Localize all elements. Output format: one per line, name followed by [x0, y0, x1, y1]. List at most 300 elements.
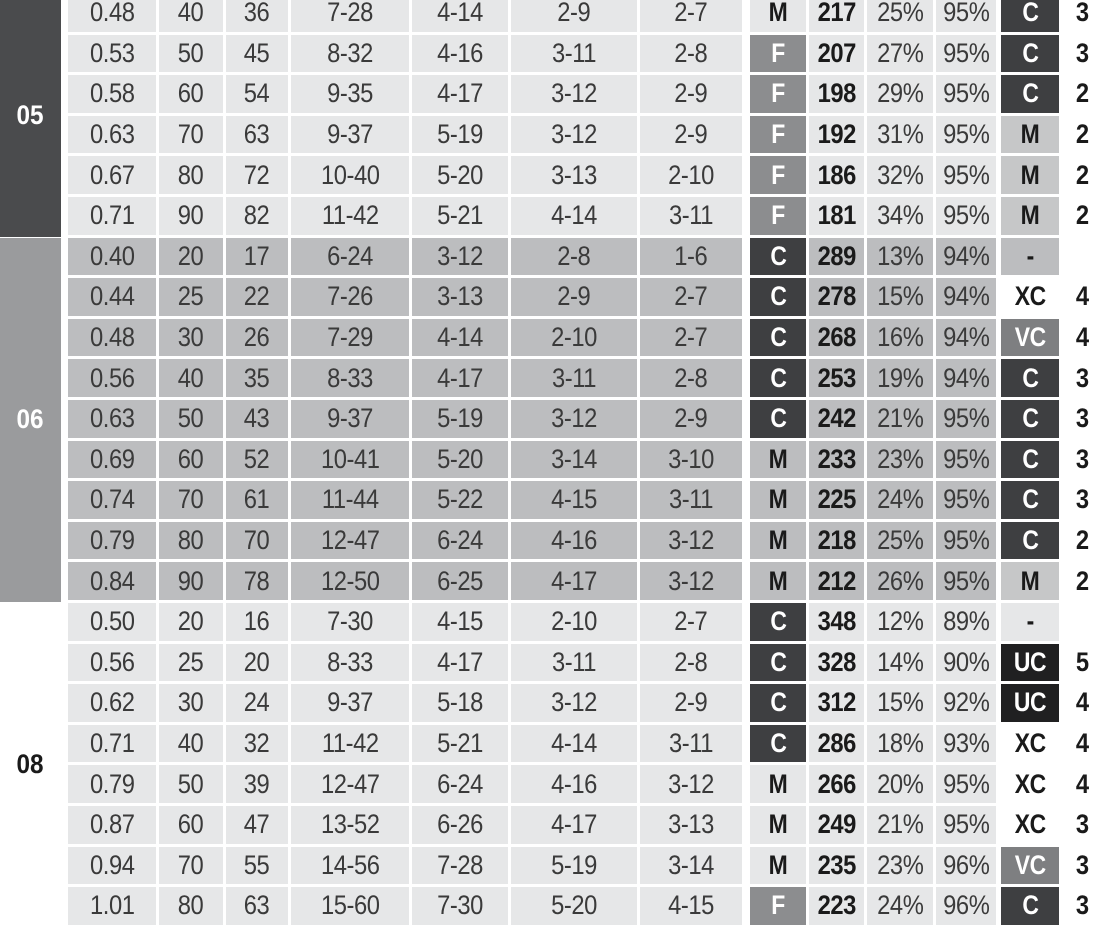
cell-f-text: 0.79: [89, 768, 135, 799]
cell-r3-text: 4-15: [551, 484, 597, 515]
grade-badge: [750, 319, 806, 357]
cell-pct1: [867, 400, 933, 438]
cell-r1-text: 7-29: [327, 322, 373, 353]
cell-r3-text: 3-12: [551, 403, 597, 434]
cell-tail-text: 3: [1075, 849, 1089, 880]
cell-r2-text: 4-14: [437, 0, 483, 28]
cell-p: [159, 806, 223, 844]
cell-r4: [640, 644, 742, 682]
cell-r4: [640, 197, 742, 235]
cell-pct2: [936, 35, 996, 73]
cell-q-text: 39: [244, 768, 270, 799]
cell-val-text: 235: [817, 849, 856, 880]
cell-r2: [412, 644, 508, 682]
cell-val: [809, 197, 864, 235]
cell-tail: [1062, 197, 1102, 235]
grade-badge: [750, 359, 806, 397]
cell-tail: [1062, 278, 1102, 316]
grade-badge: [750, 725, 806, 763]
cell-f: [68, 197, 156, 235]
cell-f: [68, 359, 156, 397]
cell-tail-text: 5: [1075, 646, 1089, 677]
grade-badge-text: M: [768, 0, 788, 28]
cell-r4-text: 2-8: [674, 362, 708, 393]
cell-p-text: 20: [178, 240, 204, 271]
grade-badge: [750, 197, 806, 235]
cell-r2: [412, 765, 508, 803]
cell-p-text: 25: [178, 646, 204, 677]
cell-f-text: 0.87: [89, 809, 135, 840]
cell-r4-text: 2-7: [674, 606, 708, 637]
cell-pct1: [867, 806, 933, 844]
cell-pct2-text: 95%: [942, 525, 990, 556]
cell-r3: [511, 116, 637, 154]
cell-tail: [1062, 684, 1102, 722]
cell-p-text: 60: [178, 809, 204, 840]
cell-r2-text: 3-12: [437, 240, 483, 271]
cell-r4: [640, 35, 742, 73]
grade-badge-text: M: [768, 443, 788, 474]
cell-val: [809, 116, 864, 154]
cell-pct1-text: 25%: [876, 0, 924, 28]
grade-badge-text: M: [768, 849, 788, 880]
grade-badge-text: C: [769, 322, 787, 353]
cell-f: [68, 156, 156, 194]
cell-pct1-text: 24%: [876, 890, 924, 921]
cell-r1-text: 9-37: [327, 687, 373, 718]
cell-pct2-text: 95%: [942, 443, 990, 474]
cell-pct1-text: 18%: [876, 728, 924, 759]
cell-f: [68, 35, 156, 73]
group-label-text: 05: [16, 99, 45, 130]
cell-r3-text: 3-11: [551, 646, 597, 677]
cell-f: [68, 481, 156, 519]
cell-r1: [291, 359, 409, 397]
class-badge-text: C: [1021, 362, 1039, 393]
cell-pct1: [867, 562, 933, 600]
cell-r1: [291, 75, 409, 113]
cell-p: [159, 644, 223, 682]
cell-r1-text: 10-41: [320, 443, 380, 474]
cell-r2-text: 6-24: [437, 768, 483, 799]
cell-pct1-text: 24%: [876, 484, 924, 515]
cell-p: [159, 156, 223, 194]
cell-r1: [291, 156, 409, 194]
cell-r1-text: 7-28: [327, 0, 373, 28]
cell-r4-text: 3-10: [668, 443, 714, 474]
cell-tail: [1062, 156, 1102, 194]
cell-r4-text: 2-9: [674, 119, 708, 150]
cell-val: [809, 278, 864, 316]
cell-tail-text: 2: [1075, 565, 1089, 596]
cell-q-text: 45: [244, 37, 270, 68]
cell-r3: [511, 278, 637, 316]
cell-r2: [412, 847, 508, 885]
cell-pct2: [936, 522, 996, 560]
cell-pct2: [936, 0, 996, 32]
cell-f: [68, 238, 156, 276]
grade-badge: [750, 765, 806, 803]
cell-p: [159, 765, 223, 803]
cell-p-text: 80: [178, 159, 204, 190]
cell-r1-text: 11-42: [321, 728, 379, 759]
grade-badge: [750, 684, 806, 722]
cell-p-text: 20: [178, 606, 204, 637]
cell-f-text: 0.63: [89, 119, 135, 150]
cell-tail-text: 2: [1075, 78, 1089, 109]
cell-r4-text: 3-11: [668, 200, 714, 231]
cell-pct2: [936, 197, 996, 235]
cell-q-text: 36: [244, 0, 270, 28]
cell-val: [809, 765, 864, 803]
cell-r2: [412, 684, 508, 722]
class-badge: [1001, 603, 1059, 641]
cell-r1-text: 11-44: [321, 484, 379, 515]
cell-pct1-text: 21%: [876, 403, 924, 434]
cell-pct2-text: 95%: [942, 565, 990, 596]
cell-q: [226, 238, 288, 276]
cell-pct1: [867, 481, 933, 519]
cell-r3-text: 4-16: [551, 525, 597, 556]
cell-r3-text: 5-20: [551, 890, 597, 921]
cell-val-text: 218: [817, 525, 856, 556]
cell-f-text: 0.40: [89, 240, 135, 271]
cell-r3: [511, 603, 637, 641]
cell-p-text: 80: [178, 890, 204, 921]
cell-tail: [1062, 400, 1102, 438]
cell-r3: [511, 887, 637, 925]
cell-q-text: 52: [244, 443, 270, 474]
cell-r4: [640, 806, 742, 844]
class-badge: [1001, 197, 1059, 235]
cell-r4: [640, 319, 742, 357]
cell-r4-text: 3-12: [668, 565, 714, 596]
cell-pct2: [936, 806, 996, 844]
cell-r3: [511, 238, 637, 276]
cell-r2-text: 4-15: [437, 606, 483, 637]
cell-p-text: 60: [178, 78, 204, 109]
cell-pct2: [936, 359, 996, 397]
cell-pct2-text: 95%: [942, 0, 990, 28]
cell-p: [159, 319, 223, 357]
class-badge: [1001, 35, 1059, 73]
cell-p: [159, 481, 223, 519]
cell-pct1: [867, 278, 933, 316]
cell-r1: [291, 725, 409, 763]
cell-r4: [640, 603, 742, 641]
cell-r1: [291, 35, 409, 73]
class-badge-text: C: [1021, 403, 1039, 434]
cell-p: [159, 75, 223, 113]
cell-val: [809, 887, 864, 925]
cell-pct1: [867, 603, 933, 641]
cell-r4-text: 2-8: [674, 37, 708, 68]
cell-r1: [291, 684, 409, 722]
class-badge: [1001, 400, 1059, 438]
cell-tail-text: 3: [1075, 484, 1089, 515]
cell-p-text: 70: [178, 484, 204, 515]
cell-r2-text: 7-30: [437, 890, 483, 921]
cell-pct1-text: 13%: [876, 240, 924, 271]
cell-val: [809, 400, 864, 438]
cell-pct2: [936, 603, 996, 641]
cell-pct2: [936, 725, 996, 763]
cell-q: [226, 0, 288, 32]
cell-tail-text: 3: [1075, 443, 1089, 474]
cell-val: [809, 75, 864, 113]
cell-r1-text: 12-47: [320, 525, 380, 556]
cell-pct1: [867, 156, 933, 194]
cell-tail: [1062, 644, 1102, 682]
cell-r4: [640, 847, 742, 885]
cell-tail: [1062, 847, 1102, 885]
cell-tail-text: 4: [1075, 728, 1089, 759]
cell-r1: [291, 765, 409, 803]
cell-q: [226, 75, 288, 113]
grade-badge: [750, 0, 806, 32]
cell-r1: [291, 562, 409, 600]
cell-pct2-text: 95%: [942, 37, 990, 68]
cell-p: [159, 238, 223, 276]
cell-val-text: 207: [817, 37, 856, 68]
cell-p-text: 90: [178, 565, 204, 596]
cell-r2: [412, 522, 508, 560]
cell-val: [809, 684, 864, 722]
cell-pct2-text: 95%: [942, 119, 990, 150]
cell-r4: [640, 725, 742, 763]
cell-q-text: 61: [244, 484, 270, 515]
class-badge-text: C: [1021, 890, 1039, 921]
cell-r2-text: 4-17: [437, 646, 483, 677]
cell-tail-text: 2: [1075, 525, 1089, 556]
grade-badge-text: F: [771, 78, 785, 109]
class-badge: [1001, 75, 1059, 113]
cell-r4-text: 2-9: [674, 403, 708, 434]
cell-pct2-text: 93%: [942, 728, 990, 759]
cell-pct1-text: 26%: [876, 565, 924, 596]
cell-r2-text: 5-22: [437, 484, 483, 515]
grade-badge: [750, 644, 806, 682]
class-badge-text: UC: [1013, 687, 1047, 718]
cell-q: [226, 603, 288, 641]
cell-val-text: 249: [817, 809, 856, 840]
cell-q-text: 32: [244, 728, 270, 759]
cell-p-text: 50: [178, 403, 204, 434]
cell-r3-text: 2-8: [557, 240, 591, 271]
cell-p-text: 80: [178, 525, 204, 556]
cell-pct2: [936, 156, 996, 194]
cell-r2: [412, 481, 508, 519]
cell-q-text: 35: [244, 362, 270, 393]
cell-pct1: [867, 441, 933, 479]
cell-pct2-text: 92%: [942, 687, 990, 718]
cell-q: [226, 847, 288, 885]
cell-r2-text: 7-28: [437, 849, 483, 880]
cell-q: [226, 278, 288, 316]
cell-pct2-text: 96%: [942, 849, 990, 880]
class-badge-text: XC: [1014, 768, 1046, 799]
cell-val-text: 233: [817, 443, 856, 474]
cell-p: [159, 0, 223, 32]
cell-r1-text: 14-56: [320, 849, 380, 880]
cell-tail: [1062, 319, 1102, 357]
cell-val: [809, 847, 864, 885]
cell-r3: [511, 75, 637, 113]
cell-r1: [291, 887, 409, 925]
cell-r1-text: 9-37: [327, 119, 373, 150]
cell-r3-text: 4-14: [551, 200, 597, 231]
cell-q: [226, 197, 288, 235]
cell-r4: [640, 481, 742, 519]
cell-tail-text: 4: [1075, 322, 1089, 353]
cell-q: [226, 522, 288, 560]
grade-badge: [750, 75, 806, 113]
cell-r1: [291, 441, 409, 479]
cell-r3-text: 3-11: [551, 362, 597, 393]
cell-r3: [511, 684, 637, 722]
cell-f: [68, 847, 156, 885]
cell-q-text: 22: [244, 281, 270, 312]
cell-pct2-text: 95%: [942, 200, 990, 231]
cell-r2-text: 6-25: [437, 565, 483, 596]
cell-tail: [1062, 522, 1102, 560]
class-badge: [1001, 0, 1059, 32]
grade-badge: [750, 603, 806, 641]
cell-pct1: [867, 75, 933, 113]
cell-r4-text: 2-9: [674, 687, 708, 718]
cell-p-text: 40: [178, 362, 204, 393]
cell-pct1-text: 21%: [876, 809, 924, 840]
class-badge-text: VC: [1014, 849, 1046, 880]
cell-p: [159, 197, 223, 235]
cell-r4-text: 3-12: [668, 525, 714, 556]
cell-r2-text: 5-21: [437, 728, 483, 759]
grade-badge-text: M: [768, 484, 788, 515]
cell-p: [159, 359, 223, 397]
grade-badge: [750, 847, 806, 885]
cell-r4-text: 3-11: [668, 484, 714, 515]
cell-r1-text: 8-33: [327, 646, 373, 677]
cell-tail: [1062, 725, 1102, 763]
class-badge-text: C: [1021, 443, 1039, 474]
cell-val-text: 286: [817, 728, 856, 759]
cell-pct1: [867, 847, 933, 885]
cell-q-text: 24: [244, 687, 270, 718]
cell-r4-text: 2-7: [674, 322, 708, 353]
class-badge-text: XC: [1014, 728, 1046, 759]
cell-r1: [291, 238, 409, 276]
cell-pct2-text: 94%: [942, 362, 990, 393]
cell-val: [809, 481, 864, 519]
cell-r2-text: 6-24: [437, 525, 483, 556]
grade-badge: [750, 238, 806, 276]
cell-pct1: [867, 359, 933, 397]
cell-p-text: 70: [178, 119, 204, 150]
cell-val-text: 253: [817, 362, 856, 393]
cell-pct1-text: 15%: [876, 281, 924, 312]
cell-tail: [1062, 562, 1102, 600]
cell-val-text: 328: [817, 646, 856, 677]
cell-q-text: 82: [244, 200, 270, 231]
cell-tail: [1062, 441, 1102, 479]
grade-badge-text: C: [769, 240, 787, 271]
cell-f-text: 0.58: [89, 78, 135, 109]
cell-pct2: [936, 481, 996, 519]
cell-r3: [511, 847, 637, 885]
cell-pct2-text: 96%: [942, 890, 990, 921]
cell-r2-text: 4-16: [437, 37, 483, 68]
class-badge-text: C: [1021, 37, 1039, 68]
cell-r4-text: 3-13: [668, 809, 714, 840]
cell-r2: [412, 562, 508, 600]
cell-val: [809, 441, 864, 479]
cell-f: [68, 441, 156, 479]
cell-pct2: [936, 562, 996, 600]
cell-val-text: 278: [817, 281, 856, 312]
cell-pct1-text: 15%: [876, 687, 924, 718]
cell-r3: [511, 644, 637, 682]
cell-val: [809, 644, 864, 682]
grade-badge-text: F: [771, 37, 785, 68]
cell-r2: [412, 319, 508, 357]
cell-tail-text: 3: [1075, 403, 1089, 434]
cell-pct1: [867, 197, 933, 235]
cell-r4-text: 3-11: [668, 728, 714, 759]
cell-p: [159, 441, 223, 479]
grade-badge: [750, 156, 806, 194]
cell-p-text: 50: [178, 768, 204, 799]
cell-tail-text: 3: [1075, 362, 1089, 393]
cell-pct2: [936, 278, 996, 316]
cell-tail: [1062, 481, 1102, 519]
cell-q-text: 20: [244, 646, 270, 677]
class-badge-text: M: [1020, 119, 1040, 150]
cell-r2: [412, 75, 508, 113]
cell-pct2-text: 94%: [942, 281, 990, 312]
cell-q-text: 63: [244, 119, 270, 150]
cell-p-text: 40: [178, 0, 204, 28]
grade-badge-text: C: [769, 281, 787, 312]
cell-r3: [511, 197, 637, 235]
cell-r1-text: 7-30: [327, 606, 373, 637]
grade-badge-text: F: [771, 119, 785, 150]
group-label-08: [0, 603, 61, 927]
cell-r1: [291, 522, 409, 560]
cell-q: [226, 319, 288, 357]
cell-r4: [640, 278, 742, 316]
cell-q-text: 63: [244, 890, 270, 921]
cell-r4: [640, 238, 742, 276]
cell-val-text: 289: [817, 240, 856, 271]
cell-p-text: 50: [178, 37, 204, 68]
cell-f: [68, 725, 156, 763]
cell-r1-text: 12-47: [320, 768, 380, 799]
cell-p: [159, 116, 223, 154]
cell-r3: [511, 319, 637, 357]
cell-f-text: 0.71: [89, 200, 135, 231]
cell-p: [159, 603, 223, 641]
cell-r1: [291, 603, 409, 641]
cell-r3-text: 3-11: [551, 37, 597, 68]
cell-pct1: [867, 522, 933, 560]
cell-f-text: 1.01: [89, 890, 135, 921]
cell-r1: [291, 116, 409, 154]
cell-r4: [640, 0, 742, 32]
cell-pct2: [936, 684, 996, 722]
cell-r2-text: 5-19: [437, 119, 483, 150]
cell-pct2: [936, 441, 996, 479]
cell-pct2-text: 95%: [942, 78, 990, 109]
